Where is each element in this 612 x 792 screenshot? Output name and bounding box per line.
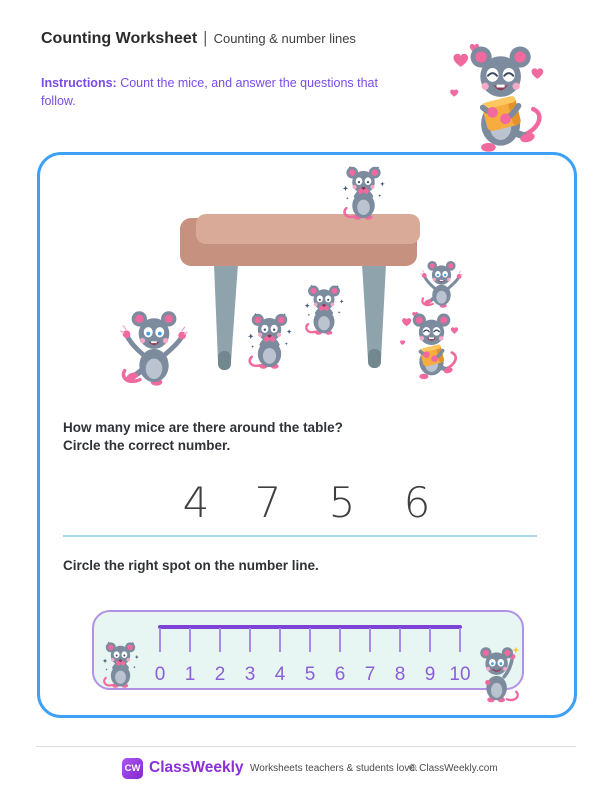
number-line-tick — [459, 628, 461, 652]
number-line-label-2[interactable]: 2 — [214, 664, 226, 685]
number-line-label-3[interactable]: 3 — [244, 664, 256, 685]
number-line-label-8[interactable]: 8 — [394, 664, 406, 685]
mouse-on-table — [341, 164, 386, 220]
number-line-tick — [309, 628, 311, 652]
number-line-label-1[interactable]: 1 — [184, 664, 196, 685]
worksheet-subtitle: Counting & number lines — [213, 31, 356, 46]
answer-option-3[interactable]: 5 — [328, 478, 356, 527]
number-line-label-5[interactable]: 5 — [304, 664, 316, 685]
number-line-left-mouse — [101, 640, 140, 688]
question1-line2: Circle the correct number. — [63, 437, 231, 453]
mouse-under-table-left — [246, 311, 293, 369]
title-separator: | — [203, 28, 208, 47]
worksheet-title: Counting Worksheet — [41, 30, 198, 47]
brand-name: ClassWeekly — [149, 759, 244, 776]
section-divider — [63, 535, 537, 537]
answer-option-2[interactable]: 7 — [254, 478, 282, 527]
header-cheese-mouse-illustration — [450, 44, 548, 153]
number-line-label-0[interactable]: 0 — [154, 664, 166, 685]
instructions — [41, 74, 413, 110]
number-line-tick — [339, 628, 341, 652]
number-line-tick — [219, 628, 221, 652]
number-line-tick — [249, 628, 251, 652]
number-line-tick — [189, 628, 191, 652]
mouse-jumping-right — [419, 259, 464, 308]
answer-option-4[interactable]: 6 — [403, 478, 431, 527]
answer-option-1[interactable]: 4 — [182, 478, 210, 527]
footer-copyright: © ClassWeekly.com — [409, 763, 498, 774]
mouse-dancing-left — [118, 308, 190, 386]
number-line-tick — [399, 628, 401, 652]
number-line-tick — [159, 628, 161, 652]
number-line-tick — [429, 628, 431, 652]
footer-divider — [36, 746, 576, 747]
number-line-right-mouse — [475, 644, 522, 703]
instructions-label: Instructions: — [41, 76, 117, 90]
question2-prompt: Circle the right spot on the number line. — [63, 558, 319, 573]
number-line-label-9[interactable]: 9 — [424, 664, 436, 685]
number-line-tick — [279, 628, 281, 652]
number-line-label-4[interactable]: 4 — [274, 664, 286, 685]
question1-prompt — [63, 419, 343, 454]
page-header — [41, 28, 356, 48]
number-line-tick — [369, 628, 371, 652]
number-line-label-7[interactable]: 7 — [364, 664, 376, 685]
number-line-label-10[interactable]: 10 — [449, 664, 471, 685]
instructions-text: Count the mice, and answer the questions that follow. — [41, 76, 378, 108]
number-line-box — [92, 610, 524, 690]
table-illustration — [178, 210, 422, 378]
mouse-under-table-center — [303, 283, 345, 335]
question1-line1: How many mice are there around the table? — [63, 420, 343, 435]
mouse-hugging-cheese — [400, 312, 461, 380]
classweekly-logo: CW — [122, 758, 143, 779]
footer-tagline: Worksheets teachers & students love. — [250, 763, 418, 774]
number-line-label-6[interactable]: 6 — [334, 664, 346, 685]
